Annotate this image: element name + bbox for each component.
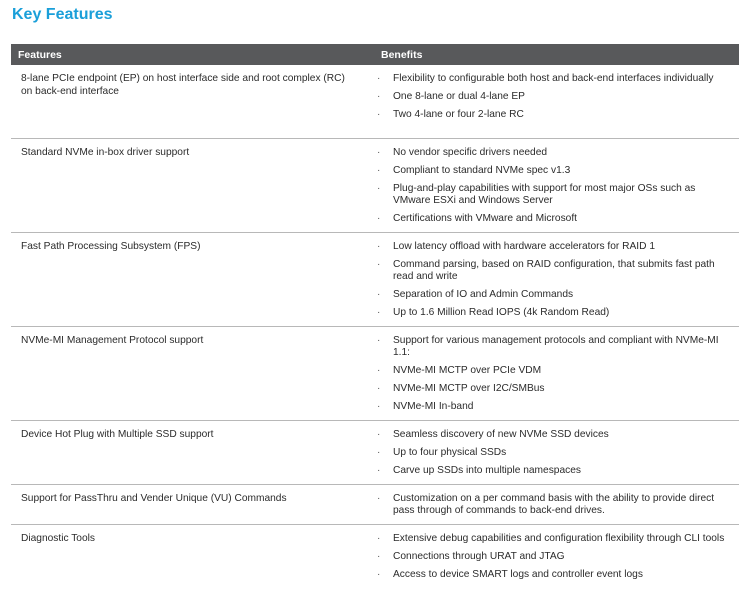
benefit-text: One 8-lane or dual 4-lane EP (393, 91, 525, 102)
bullet-icon: · (377, 73, 381, 84)
benefit-text: Carve up SSDs into multiple namespaces (393, 465, 581, 476)
benefit-item (374, 259, 739, 283)
benefits-column-header: Benefits (381, 48, 423, 61)
table-row (11, 421, 739, 485)
benefit-text: NVMe-MI In-band (393, 401, 474, 412)
benefit-text: Separation of IO and Admin Commands (393, 289, 574, 300)
benefit-item (374, 109, 739, 121)
benefit-text: Compliant to standard NVMe spec v1.3 (393, 165, 571, 176)
benefit-item (374, 335, 739, 359)
benefit-text: Seamless discovery of new NVMe SSD devices (393, 429, 609, 440)
bullet-icon: · (377, 307, 381, 318)
benefit-text: Up to four physical SSDs (393, 447, 507, 458)
benefit-item (374, 551, 739, 563)
benefit-item (374, 91, 739, 103)
page-title: Key Features (12, 6, 113, 23)
benefits-list (374, 241, 739, 322)
benefit-item (374, 493, 739, 517)
benefit-text: Connections through URAT and JTAG (393, 551, 565, 562)
benefit-text: Customization on a per command basis with the ability to provide direct pass through of commands to back-end drives. (393, 493, 715, 516)
benefits-list (374, 533, 739, 593)
benefit-item (374, 401, 739, 413)
benefit-item (374, 447, 739, 459)
feature-cell: Standard NVMe in-box driver support (21, 147, 190, 158)
benefits-list (374, 147, 739, 228)
bullet-icon: · (377, 569, 381, 580)
benefit-text: Plug-and-play capabilities with support for most major OSs such as VMware ESXi and Windows Server (393, 183, 696, 206)
feature-cell: Diagnostic Tools (21, 533, 95, 544)
bullet-icon: · (377, 213, 381, 224)
table-row (11, 65, 739, 139)
feature-cell: 8-lane PCIe endpoint (EP) on host interface side and root complex (RC) on back-end interface (21, 73, 345, 97)
bullet-icon: · (377, 241, 381, 252)
benefit-text: Command parsing, based on RAID configuration, that submits fast path read and write (393, 259, 715, 282)
benefit-item (374, 365, 739, 377)
bullet-icon: · (377, 109, 381, 120)
bullet-icon: · (377, 493, 381, 504)
benefit-item (374, 147, 739, 159)
benefit-text: Certifications with VMware and Microsoft (393, 213, 578, 224)
bullet-icon: · (377, 365, 381, 376)
bullet-icon: · (377, 289, 381, 300)
bullet-icon: · (377, 91, 381, 102)
benefit-item (374, 465, 739, 477)
bullet-icon: · (377, 183, 381, 194)
table-row (11, 233, 739, 327)
table-row (11, 327, 739, 421)
benefit-text: Up to 1.6 Million Read IOPS (4k Random Read) (393, 307, 610, 318)
table-header (11, 44, 739, 65)
benefit-text: NVMe-MI MCTP over I2C/SMBus (393, 383, 545, 394)
bullet-icon: · (377, 259, 381, 270)
bullet-icon: · (377, 533, 381, 544)
benefit-item (374, 569, 739, 581)
benefit-item (374, 289, 739, 301)
bullet-icon: · (377, 335, 381, 346)
feature-cell: Fast Path Processing Subsystem (FPS) (21, 241, 201, 252)
feature-cell: Device Hot Plug with Multiple SSD support (21, 429, 214, 440)
benefits-list (374, 73, 739, 134)
bullet-icon: · (377, 147, 381, 158)
table-row (11, 525, 739, 597)
benefits-list (374, 335, 739, 416)
benefit-item (374, 165, 739, 177)
benefit-text: No vendor specific drivers needed (393, 147, 548, 158)
bullet-icon: · (377, 551, 381, 562)
key-features-table (11, 44, 739, 597)
benefit-item (374, 533, 739, 545)
bullet-icon: · (377, 165, 381, 176)
benefit-text: Two 4-lane or four 2-lane RC (393, 109, 524, 120)
bullet-icon: · (377, 447, 381, 458)
features-column-header: Features (18, 48, 62, 61)
benefit-text: Access to device SMART logs and controller event logs (393, 569, 643, 580)
feature-cell: Support for PassThru and Vender Unique (VU) Commands (21, 493, 287, 504)
benefit-item (374, 213, 739, 225)
benefit-text: Extensive debug capabilities and configuration flexibility through CLI tools (393, 533, 725, 544)
table-row (11, 139, 739, 233)
benefit-text: NVMe-MI MCTP over PCIe VDM (393, 365, 542, 376)
benefit-text: Support for various management protocols and compliant with NVMe-MI 1.1: (393, 335, 719, 358)
benefit-item (374, 429, 739, 441)
benefit-item (374, 383, 739, 395)
benefit-item (374, 73, 739, 85)
table-row (11, 485, 739, 525)
benefit-text: Flexibility to configurable both host and back-end interfaces individually (393, 73, 714, 84)
bullet-icon: · (377, 401, 381, 412)
bullet-icon: · (377, 429, 381, 440)
bullet-icon: · (377, 465, 381, 476)
benefit-item (374, 307, 739, 319)
benefits-list (374, 429, 739, 480)
feature-cell: NVMe-MI Management Protocol support (21, 335, 204, 346)
bullet-icon: · (377, 383, 381, 394)
benefit-item (374, 241, 739, 253)
benefit-item (374, 183, 739, 207)
benefits-list (374, 493, 739, 520)
benefit-text: Low latency offload with hardware accelerators for RAID 1 (393, 241, 655, 252)
